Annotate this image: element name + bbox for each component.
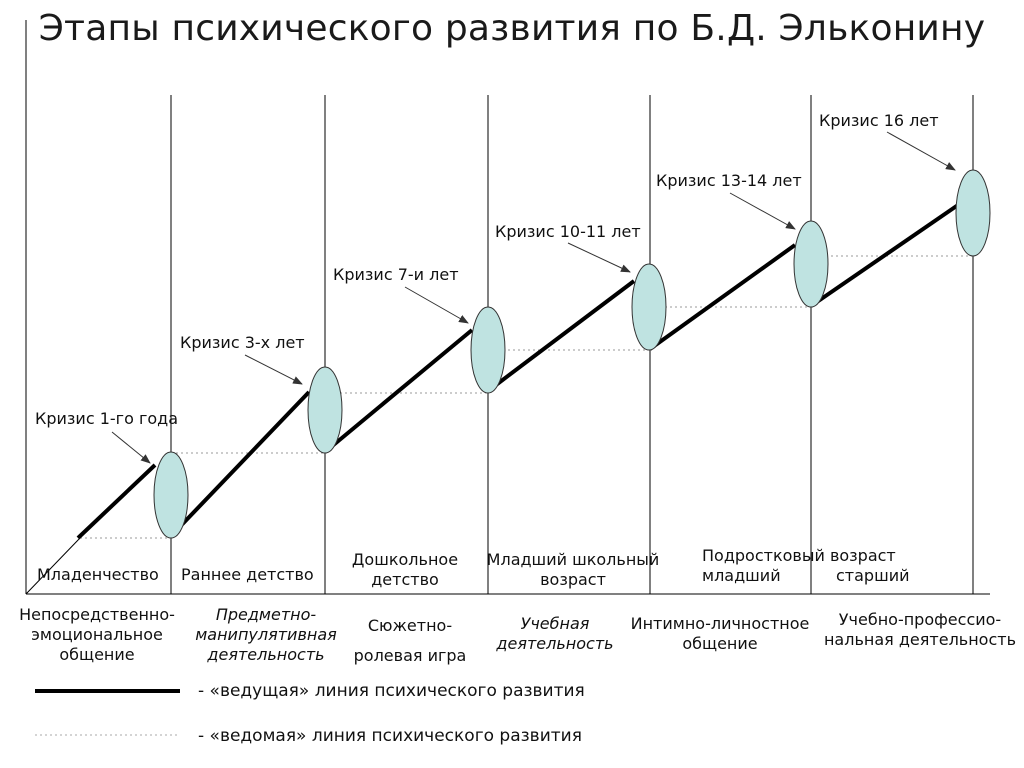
age-preschool-line1: Дошкольное xyxy=(351,550,459,569)
legend-leading-text: - «ведущая» линия психического развития xyxy=(198,681,585,701)
guided-lines xyxy=(80,256,973,538)
crisis-ellipse-13 xyxy=(794,221,828,307)
activity-5: Интимно-личностное общение xyxy=(630,614,810,653)
activity-1: Непосредственно- эмоциональное общение xyxy=(19,605,175,664)
age-adolescence-junior: младший xyxy=(702,566,781,585)
crisis-ellipse-10 xyxy=(632,264,666,350)
diagram-title: Этапы психического развития по Б.Д. Эльконину xyxy=(38,8,986,49)
crisis-label-10: Кризис 10-11 лет xyxy=(495,222,641,241)
activity-4: Учебная деятельность xyxy=(496,614,614,653)
crisis-ellipse-7 xyxy=(471,307,505,393)
age-junior-school-line1: Младший школьный xyxy=(486,550,660,569)
crisis-ellipse-3 xyxy=(308,367,342,453)
crisis-label-7: Кризис 7-и лет xyxy=(333,265,459,284)
age-early-childhood: Раннее детство xyxy=(181,565,314,584)
crisis-label-3: Кризис 3-х лет xyxy=(180,333,305,352)
crisis-ellipse-1 xyxy=(154,452,188,538)
age-junior-school-line2: возраст xyxy=(540,570,606,589)
age-infancy: Младенчество xyxy=(37,565,159,584)
activity-2: Предметно- манипулятивная деятельность xyxy=(195,605,337,664)
age-preschool-line2: детство xyxy=(371,570,439,589)
age-preschool xyxy=(335,550,475,590)
crisis-arrows xyxy=(112,132,955,463)
crisis-label-1: Кризис 1-го года xyxy=(35,409,178,428)
legend-guided-text: - «ведомая» линия психического развития xyxy=(198,726,582,746)
activity-3: Сюжетно- ролевая игра xyxy=(353,616,467,665)
age-adolescence: Подростковый возраст xyxy=(702,546,896,565)
age-adolescence-senior: старший xyxy=(836,566,910,585)
age-junior-school xyxy=(478,550,668,590)
crisis-label-13: Кризис 13-14 лет xyxy=(656,171,802,190)
activity-6: Учебно-профессио- нальная деятельность xyxy=(823,610,1017,649)
crisis-ellipse-16 xyxy=(956,170,990,256)
crisis-label-16: Кризис 16 лет xyxy=(819,111,939,130)
